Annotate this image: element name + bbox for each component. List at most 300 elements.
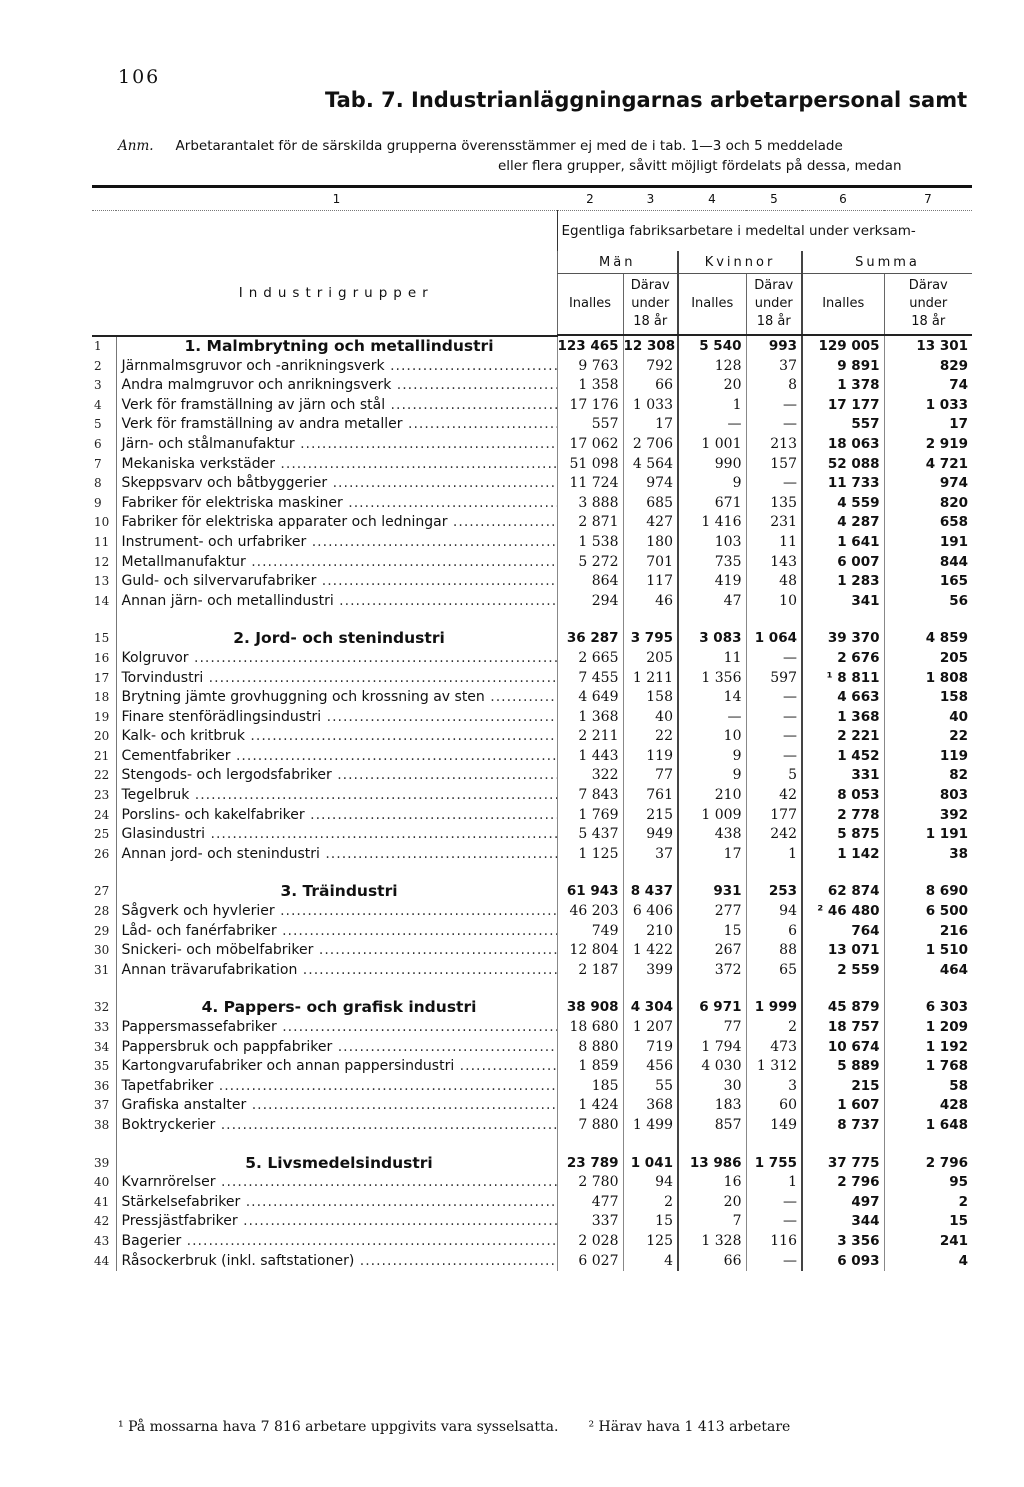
row-number: 25 [92, 825, 116, 845]
man-inalles-cell: 322 [557, 766, 623, 786]
kvinnor-inalles-cell: 9 [678, 474, 746, 494]
kvinnor-inalles-cell: 14 [678, 688, 746, 708]
industry-name-text: Metallmanufaktur ..... [122, 554, 558, 570]
table-row [92, 806, 972, 826]
table-row [92, 669, 972, 689]
man-inalles-cell: 2 780 [557, 1173, 623, 1193]
kvinnor-under-18-cell: 1 999 [746, 998, 802, 1018]
man-inalles-cell: 7 455 [557, 669, 623, 689]
row-number: 31 [92, 961, 116, 981]
kvinnor-inalles-cell: 1 794 [678, 1038, 746, 1058]
summa-under-18-cell: 40 [884, 708, 972, 728]
kvinnor-under-18-cell: 10 [746, 592, 802, 612]
kvinnor-inalles-cell: — [678, 708, 746, 728]
row-number: 1 [92, 336, 116, 357]
man-under-18-cell: 15 [623, 1212, 678, 1232]
industry-name [116, 1232, 557, 1252]
table-row [92, 825, 972, 845]
table-row [92, 1077, 972, 1097]
summa-under-18-cell: 56 [884, 592, 972, 612]
kvinnor-inalles-cell: 419 [678, 572, 746, 592]
man-under-18-cell: 46 [623, 592, 678, 612]
kvinnor-inalles-cell: 30 [678, 1077, 746, 1097]
man-under-18-cell [623, 980, 678, 998]
spacer-row [92, 1136, 972, 1154]
kvinnor-inalles-cell: 20 [678, 376, 746, 396]
man-under-18-cell: 974 [623, 474, 678, 494]
man-inalles-cell [557, 1136, 623, 1154]
man-under-18-cell: 719 [623, 1038, 678, 1058]
man-under-18-cell: 4 [623, 1252, 678, 1272]
man-inalles-cell: 17 176 [557, 396, 623, 416]
kvinnor-inalles-cell [678, 864, 746, 882]
row-number: 27 [92, 882, 116, 902]
man-inalles-cell: 1 538 [557, 533, 623, 553]
group-row [92, 1154, 972, 1174]
man-inalles-cell: 1 368 [557, 708, 623, 728]
verksam-heading: Egentliga fabriksarbetare i medeltal under verksam- [557, 211, 972, 252]
kvinnor-under-18-cell: 149 [746, 1116, 802, 1136]
man-inalles-cell: 5 437 [557, 825, 623, 845]
table-row [92, 727, 972, 747]
industry-name [116, 806, 557, 826]
man-under-18-cell: 1 207 [623, 1018, 678, 1038]
gender-heading-row [92, 251, 972, 274]
industry-name [116, 1116, 557, 1136]
man-under-18-cell: 3 795 [623, 629, 678, 649]
kvinnor-inalles-cell: 11 [678, 649, 746, 669]
row-number: 23 [92, 786, 116, 806]
industry-name-text: Bagerier ..... [122, 1233, 558, 1249]
man-under-18-cell: 37 [623, 845, 678, 865]
summa-inalles-cell: 1 607 [802, 1096, 884, 1116]
man-inalles-cell: 749 [557, 922, 623, 942]
kvinnor-under-18-cell: 60 [746, 1096, 802, 1116]
table-row [92, 1038, 972, 1058]
man-inalles-cell: 1 769 [557, 806, 623, 826]
verksam-blank [92, 211, 116, 252]
group-row [92, 882, 972, 902]
table-header [92, 187, 972, 337]
man-inalles-cell: 3 888 [557, 494, 623, 514]
row-number: 42 [92, 1212, 116, 1232]
summa-inalles-cell: 344 [802, 1212, 884, 1232]
kvinnor-inalles-cell: 372 [678, 961, 746, 981]
man-inalles-cell: 2 028 [557, 1232, 623, 1252]
summa-under-18-cell: 464 [884, 961, 972, 981]
man-darav-heading [623, 274, 678, 336]
kvinnor-under-18-cell: 8 [746, 376, 802, 396]
man-under-18-cell: 8 437 [623, 882, 678, 902]
kvinnor-inalles-cell: 3 083 [678, 629, 746, 649]
kvinnor-inalles-cell: 103 [678, 533, 746, 553]
man-inalles-cell: 1 424 [557, 1096, 623, 1116]
industry-name-text: Råsockerbruk (inkl. saftstationer) ..... [122, 1253, 558, 1269]
row-number: 17 [92, 669, 116, 689]
row-number: 24 [92, 806, 116, 826]
industry-name-text: Grafiska anstalter ..... [122, 1097, 558, 1113]
summa-under-18-cell: 216 [884, 922, 972, 942]
summa-inalles-cell: 2 796 [802, 1173, 884, 1193]
table-row [92, 474, 972, 494]
kvinnor-under-18-cell: 94 [746, 902, 802, 922]
footnote-2: ² Härav hava 1 413 arbetare [588, 1419, 791, 1435]
man-under-18-cell: 22 [623, 727, 678, 747]
kvinnor-under-18-cell: — [746, 474, 802, 494]
industry-name-text: Järnmalmsgruvor och -anrikningsverk ..... [122, 358, 558, 374]
industry-name [116, 1193, 557, 1213]
summa-inalles-cell: 129 005 [802, 336, 884, 357]
summa-darav-label: Därav [908, 278, 948, 293]
kvinnor-inalles-cell: 20 [678, 1193, 746, 1213]
row-number [92, 1136, 116, 1154]
summa-inalles-cell: 37 775 [802, 1154, 884, 1174]
summa-under-18-cell: 829 [884, 357, 972, 377]
industry-name-text: Stengods- och lergodsfabriker ..... [122, 767, 558, 783]
industry-name-text: Fabriker för elektriska apparater och ledningar ..... [122, 514, 558, 530]
summa-inalles-cell: 4 663 [802, 688, 884, 708]
summa-under-18-cell: 158 [884, 688, 972, 708]
man-under-18-cell: 66 [623, 376, 678, 396]
summa-inalles-cell: 4 559 [802, 494, 884, 514]
table-row [92, 845, 972, 865]
summa-under-18-cell: 844 [884, 553, 972, 573]
summa-under-18-cell: 205 [884, 649, 972, 669]
kvinnor-inalles-cell: 990 [678, 455, 746, 475]
table-row [92, 1057, 972, 1077]
row-number: 22 [92, 766, 116, 786]
table-row [92, 747, 972, 767]
kvinnor-under-18-cell: — [746, 649, 802, 669]
kvinnor-under-18-cell: 135 [746, 494, 802, 514]
industry-name [116, 435, 557, 455]
summa-under-18-cell: 4 859 [884, 629, 972, 649]
summa-inalles-cell: 11 733 [802, 474, 884, 494]
man-inalles-cell: 2 187 [557, 961, 623, 981]
industry-name [116, 766, 557, 786]
kvinnor-under-18-cell: — [746, 708, 802, 728]
man-under-18-cell: 215 [623, 806, 678, 826]
kvinnor-under-18-cell: 5 [746, 766, 802, 786]
summa-under-label: under [909, 296, 948, 311]
summa-inalles-cell: 2 559 [802, 961, 884, 981]
summa-inalles-cell: 9 891 [802, 357, 884, 377]
kvinnor-inalles-cell: 10 [678, 727, 746, 747]
summa-inalles-label: Inalles [822, 296, 865, 311]
table-row [92, 902, 972, 922]
row-number [92, 864, 116, 882]
summa-under-18-cell: 58 [884, 1077, 972, 1097]
industry-name [116, 786, 557, 806]
row-number: 15 [92, 629, 116, 649]
row-number: 28 [92, 902, 116, 922]
row-number: 40 [92, 1173, 116, 1193]
man-under-18-cell: 456 [623, 1057, 678, 1077]
industry-name-text: Verk för framställning av järn och stål ..... [122, 397, 558, 413]
table-row [92, 1173, 972, 1193]
colnum-5: 5 [746, 187, 802, 211]
industry-name-text: Brytning jämte grovhuggning och krossning av sten ..... [122, 689, 558, 705]
man-under-18-cell: 180 [623, 533, 678, 553]
kvinnor-inalles-cell: 7 [678, 1212, 746, 1232]
industry-name [116, 376, 557, 396]
industry-name-text: 4. Pappers- och grafisk industri [201, 998, 477, 1017]
industry-name-text: Kalk- och kritbruk ..... [122, 728, 558, 744]
colnum-2: 2 [557, 187, 623, 211]
row-number: 3 [92, 376, 116, 396]
man-inalles-cell: 477 [557, 1193, 623, 1213]
man-under-18-cell: 40 [623, 708, 678, 728]
kvinnor-under-18-cell: 1 [746, 1173, 802, 1193]
table-row [92, 1232, 972, 1252]
kvinnor-inalles-cell: — [678, 415, 746, 435]
kvinnor-darav-label: Därav [754, 278, 794, 293]
man-under-18-cell: 125 [623, 1232, 678, 1252]
spacer-row [92, 864, 972, 882]
table-row [92, 941, 972, 961]
group-row [92, 998, 972, 1018]
row-number: 12 [92, 553, 116, 573]
kvinnor-inalles-heading [678, 274, 746, 336]
man-inalles-cell: 8 880 [557, 1038, 623, 1058]
kvinnor-under-18-cell: — [746, 688, 802, 708]
summa-ar-label: 18 år [911, 314, 946, 329]
kvinnor-under-18-cell: 48 [746, 572, 802, 592]
industry-name-text: Mekaniska verkstäder ..... [122, 456, 558, 472]
industry-name-text: Andra malmgruvor och anrikningsverk ..... [122, 377, 558, 393]
industry-name-text: Fabriker för elektriska maskiner ..... [122, 495, 558, 511]
summa-inalles-cell: 1 368 [802, 708, 884, 728]
man-under-18-cell: 12 308 [623, 336, 678, 357]
summa-inalles-cell: 45 879 [802, 998, 884, 1018]
industry-name [116, 747, 557, 767]
summa-under-18-cell [884, 1136, 972, 1154]
summa-under-18-cell: 392 [884, 806, 972, 826]
industry-name-text: 2. Jord- och stenindustri [233, 629, 445, 648]
summa-inalles-cell [802, 611, 884, 629]
table-row [92, 786, 972, 806]
man-inalles-cell: 17 062 [557, 435, 623, 455]
man-inalles-cell: 38 908 [557, 998, 623, 1018]
table-row [92, 1252, 972, 1272]
summa-under-18-cell: 95 [884, 1173, 972, 1193]
man-under-18-cell: 949 [623, 825, 678, 845]
summa-inalles-cell [802, 980, 884, 998]
group-name [116, 629, 557, 649]
man-inalles-cell: 1 859 [557, 1057, 623, 1077]
industry-name [116, 1212, 557, 1232]
kvinnor-inalles-label: Inalles [691, 296, 734, 311]
industry-name-text: Glasindustri ..... [122, 826, 558, 842]
man-under-18-cell: 1 422 [623, 941, 678, 961]
summa-inalles-cell: 2 676 [802, 649, 884, 669]
summa-inalles-cell: 764 [802, 922, 884, 942]
industry-name [116, 941, 557, 961]
summa-under-18-cell: 8 690 [884, 882, 972, 902]
row-number: 29 [92, 922, 116, 942]
man-inalles-cell: 1 358 [557, 376, 623, 396]
man-under-18-cell: 1 211 [623, 669, 678, 689]
group-row [92, 629, 972, 649]
summa-under-18-cell: 191 [884, 533, 972, 553]
summa-inalles-cell: 17 177 [802, 396, 884, 416]
table-row [92, 533, 972, 553]
summa-under-18-cell: 165 [884, 572, 972, 592]
summa-inalles-cell: 39 370 [802, 629, 884, 649]
kvinnor-under-18-cell: — [746, 727, 802, 747]
man-under-18-cell: 2 706 [623, 435, 678, 455]
table-row [92, 494, 972, 514]
summa-under-18-cell: 974 [884, 474, 972, 494]
man-under-18-cell: 399 [623, 961, 678, 981]
industry-name [116, 1252, 557, 1272]
kvinnor-under-18-cell: 242 [746, 825, 802, 845]
kvinnor-inalles-cell: 857 [678, 1116, 746, 1136]
kvinnor-under-18-cell: — [746, 396, 802, 416]
kvinnor-under-18-cell: 1 064 [746, 629, 802, 649]
summa-under-18-cell: 803 [884, 786, 972, 806]
industry-name [116, 1018, 557, 1038]
row-number: 9 [92, 494, 116, 514]
group-name [116, 336, 557, 357]
man-inalles-heading [557, 274, 623, 336]
man-under-18-cell: 205 [623, 649, 678, 669]
industry-name [116, 1057, 557, 1077]
kvinnor-under-18-cell: 1 312 [746, 1057, 802, 1077]
row-number: 8 [92, 474, 116, 494]
kvinnor-under-18-cell: — [746, 415, 802, 435]
kvinnor-inalles-cell: 671 [678, 494, 746, 514]
industry-name [116, 474, 557, 494]
row-number: 16 [92, 649, 116, 669]
summa-under-18-cell: 1 191 [884, 825, 972, 845]
industry-name [116, 553, 557, 573]
summa-under-18-cell: 82 [884, 766, 972, 786]
industry-name [116, 669, 557, 689]
row-number: 35 [92, 1057, 116, 1077]
summa-inalles-cell: 1 283 [802, 572, 884, 592]
man-inalles-cell: 36 287 [557, 629, 623, 649]
kvinnor-under-18-cell: 88 [746, 941, 802, 961]
industry-name-text: Sågverk och hyvlerier ..... [122, 903, 558, 919]
industry-name-text: Finare stenförädlingsindustri ..... [122, 709, 558, 725]
man-under-18-cell: 1 033 [623, 396, 678, 416]
table-row [92, 961, 972, 981]
man-darav-label: Därav [630, 278, 670, 293]
man-inalles-cell: 46 203 [557, 902, 623, 922]
industry-name [116, 825, 557, 845]
industry-name [116, 592, 557, 612]
industry-name-text: Pappersbruk och pappfabriker ..... [122, 1039, 558, 1055]
summa-under-18-cell: 119 [884, 747, 972, 767]
industry-name-text: Annan trävarufabrikation ..... [122, 962, 558, 978]
man-under-18-cell: 2 [623, 1193, 678, 1213]
industry-name-text: Pappersmassefabriker ..... [122, 1019, 558, 1035]
note-line-1 [118, 136, 973, 156]
statistics-table [92, 185, 972, 1271]
group-name [116, 882, 557, 902]
note-text-1: Arbetarantalet för de särskilda grupperna överensstämmer ej med de i tab. 1—3 och 5 meddelade [175, 138, 843, 154]
industry-name-text: Tapetfabriker ..... [122, 1078, 558, 1094]
summa-inalles-heading [802, 274, 884, 336]
summa-under-18-cell: 1 768 [884, 1057, 972, 1077]
summa-inalles-cell: 4 287 [802, 513, 884, 533]
row-number: 33 [92, 1018, 116, 1038]
man-under-18-cell: 761 [623, 786, 678, 806]
row-number: 10 [92, 513, 116, 533]
man-under-18-cell: 427 [623, 513, 678, 533]
industry-name [116, 980, 557, 998]
summa-inalles-cell: 331 [802, 766, 884, 786]
man-under-18-cell: 55 [623, 1077, 678, 1097]
table-row [92, 357, 972, 377]
table-body [92, 336, 972, 1271]
kvinnor-inalles-cell: 9 [678, 766, 746, 786]
table-row [92, 708, 972, 728]
summa-inalles-cell: 1 452 [802, 747, 884, 767]
kvinnor-under-18-cell [746, 611, 802, 629]
summa-inalles-cell: 6 007 [802, 553, 884, 573]
industry-name-text: Porslins- och kakelfabriker ..... [122, 807, 558, 823]
kvinnor-under-18-cell: — [746, 1193, 802, 1213]
row-number: 19 [92, 708, 116, 728]
industry-name [116, 357, 557, 377]
summa-under-18-cell: 820 [884, 494, 972, 514]
summa-under-18-cell: 4 [884, 1252, 972, 1272]
industry-name [116, 727, 557, 747]
summa-heading: Summa [802, 251, 972, 274]
row-number: 14 [92, 592, 116, 612]
industry-name-text: 5. Livsmedelsindustri [245, 1153, 433, 1172]
summa-inalles-cell: 18 757 [802, 1018, 884, 1038]
table-row [92, 455, 972, 475]
rownum-heading [92, 251, 116, 336]
kvinnor-ar-label: 18 år [756, 314, 791, 329]
industry-name [116, 494, 557, 514]
industry-name [116, 533, 557, 553]
man-inalles-cell: 1 125 [557, 845, 623, 865]
kvinnor-under-18-cell [746, 980, 802, 998]
man-inalles-label: Inalles [568, 296, 612, 311]
summa-under-18-cell: 1 209 [884, 1018, 972, 1038]
summa-under-18-cell: 1 510 [884, 941, 972, 961]
summa-under-18-cell [884, 980, 972, 998]
table-row [92, 435, 972, 455]
man-inalles-cell: 51 098 [557, 455, 623, 475]
kvinnor-under-18-cell: 3 [746, 1077, 802, 1097]
summa-inalles-cell: 3 356 [802, 1232, 884, 1252]
kvinnor-inalles-cell: 1 009 [678, 806, 746, 826]
industry-name-text: Boktryckerier ..... [122, 1117, 558, 1133]
kvinnor-under-18-cell: 1 755 [746, 1154, 802, 1174]
kvinnor-inalles-cell [678, 1136, 746, 1154]
industry-name [116, 961, 557, 981]
summa-inalles-cell: ² 46 480 [802, 902, 884, 922]
kvinnor-inalles-cell: 6 971 [678, 998, 746, 1018]
man-inalles-cell [557, 611, 623, 629]
table-note [118, 136, 973, 176]
man-inalles-cell: 7 843 [557, 786, 623, 806]
industry-name [116, 396, 557, 416]
industry-name-text: Kolgruvor ..... [122, 650, 558, 666]
industry-name-text: Kvarnrörelser ..... [122, 1174, 558, 1190]
man-under-18-cell: 17 [623, 415, 678, 435]
summa-inalles-cell: 13 071 [802, 941, 884, 961]
man-under-18-cell: 4 304 [623, 998, 678, 1018]
man-inalles-cell: 2 211 [557, 727, 623, 747]
kvinnor-under-18-cell: 6 [746, 922, 802, 942]
man-inalles-cell: 11 724 [557, 474, 623, 494]
